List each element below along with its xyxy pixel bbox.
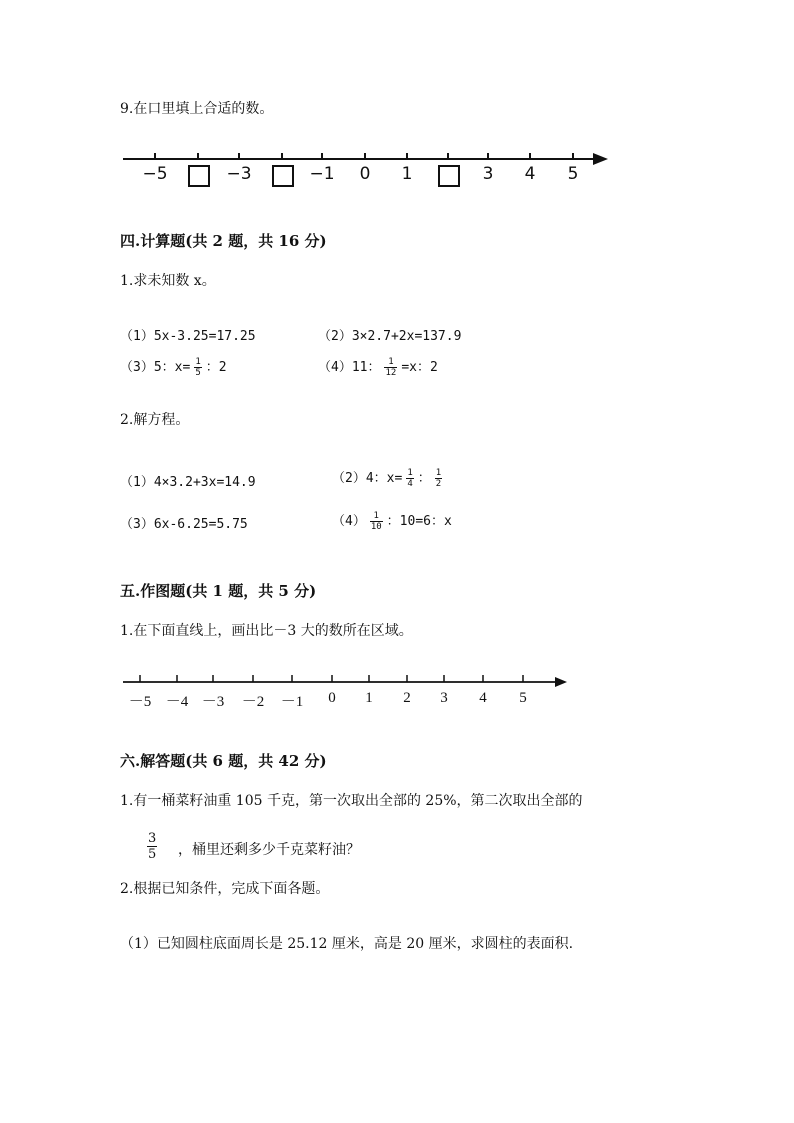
number-line-label: 1 (365, 690, 373, 706)
number-line-label: －5 (128, 694, 152, 710)
arrow-icon (555, 677, 567, 687)
s4-p1-equation-4: （4）11： $\frac{1}{12}$ =x：2 (318, 357, 438, 378)
number-line-label: 3 (482, 164, 494, 184)
number-line-label: 0 (328, 690, 336, 706)
number-line-label: 5 (567, 164, 579, 184)
arrow-icon (593, 153, 608, 165)
number-line-label: 2 (403, 690, 411, 706)
number-line-label: －1 (280, 694, 304, 710)
s6-problem-2-part-1: （1）已知圆柱底面周长是 25.12 厘米，高是 20 厘米，求圆柱的表面积. (120, 936, 574, 952)
s4-p2-equation-1: （1）4×3.2+3x=14.9 (120, 475, 256, 490)
number-line-label: 0 (359, 164, 371, 184)
number-line-label: −3 (226, 164, 252, 184)
s4-problem-2-title: 2.解方程。 (120, 412, 190, 428)
number-line-label: －2 (241, 694, 265, 710)
number-line-label: －4 (165, 694, 189, 710)
number-line-label: －3 (201, 694, 225, 710)
number-line-label: 3 (440, 690, 448, 706)
s4-p1-equation-3: （3）5：x= $\frac{1}{5}$ ：2 (120, 357, 227, 378)
s4-problem-1-title: 1.求未知数 x。 (120, 273, 216, 289)
s4-p1-equation-2: （2）3×2.7+2x=137.9 (318, 329, 462, 344)
number-line-label: −5 (142, 164, 168, 184)
number-line-label: 1 (401, 164, 413, 184)
number-line-label: 4 (524, 164, 536, 184)
number-line-label: 5 (519, 690, 527, 706)
s5-problem-1-text: 1.在下面直线上，画出比－3 大的数所在区域。 (120, 623, 413, 639)
answer-box[interactable] (188, 165, 210, 187)
number-line-label: 4 (479, 690, 487, 706)
s6-problem-1-line-1: 1.有一桶菜籽油重 105 千克，第一次取出全部的 25%，第二次取出全部的 (120, 793, 583, 809)
number-line-label: −1 (309, 164, 335, 184)
s4-p1-equation-1: （1）5x-3.25=17.25 (120, 329, 256, 344)
s4-p2-equation-3: （3）6x-6.25=5.75 (120, 517, 248, 532)
question-9-text: 9.在口里填上合适的数。 (120, 101, 274, 117)
s6-problem-1-fraction: $\frac{3}{5}$ (148, 831, 157, 862)
section-6-heading: 六.解答题(共 6 题，共 42 分) (120, 752, 327, 770)
answer-box[interactable] (272, 165, 294, 187)
answer-box[interactable] (438, 165, 460, 187)
s4-p2-equation-4: （4） $\frac{1}{10}$ ：10=6：x (332, 511, 452, 532)
s6-problem-2-title: 2.根据已知条件，完成下面各题。 (120, 881, 330, 897)
section-5-heading: 五.作图题(共 1 题，共 5 分) (120, 582, 317, 600)
section-4-heading: 四.计算题(共 2 题，共 16 分) (120, 232, 327, 250)
s6-problem-1-line-2: ，桶里还剩多少千克菜籽油？ (178, 842, 360, 858)
s4-p2-equation-2: （2）4：x= $\frac{1}{4}$ ： $\frac{1}{2}$ (332, 468, 442, 489)
